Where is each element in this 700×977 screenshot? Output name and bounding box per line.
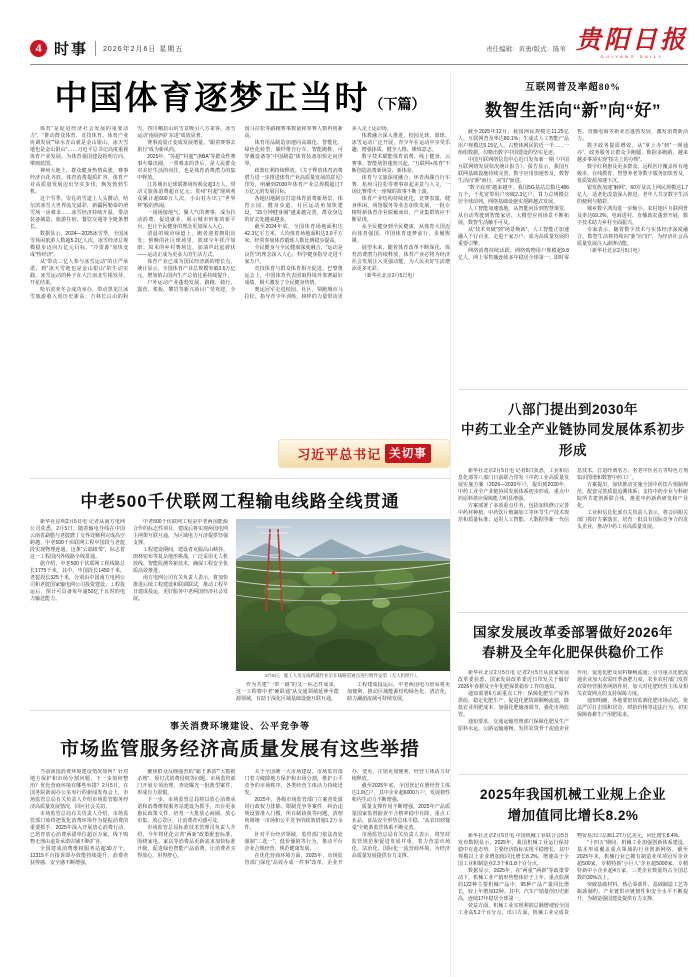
sports-headline-text: 中国体育逐梦正当时 — [54, 79, 370, 116]
paragraph: 方案提出，加快推动实施全国中药饮片炮制规范，配套完善质量追溯体系；支持中药企业与科研院所共建创新联合体，推进中药新药研发和产业化。 — [577, 481, 688, 509]
grid-body-left — [30, 519, 228, 703]
paragraph: 2025年，各级市场监管部门立案查处滥用行政权力排除、限制竞争等案件，纠治违规设置准入门槛、所有制歧视等问题，清理妨碍统一市场和公平竞争的政策措施1.2万余件。 — [244, 796, 343, 831]
header-right — [486, 28, 688, 59]
topic-banner-tag: 关切事 — [385, 444, 431, 463]
transmission-line-photo — [236, 519, 450, 671]
paragraph: 户外运动产业蓬勃发展，路跑、骑行、露营、桨板、攀岩等新兴项目广受欢迎，全国马拉松等路跑赛事数量和参赛人数再创新高。 — [137, 125, 343, 293]
paragraph: 数字政务提质增效。从“掌上办”到“一网通办”，政务服务让群众少跑腿、数据多跑路，越来越多事项实现“指尖上的办理”。 — [577, 143, 688, 163]
fertilizer-headline-line2: 春耕及全年化肥保供稳价工作 — [482, 645, 664, 660]
paragraph: 竞技体育与群众体育相互促进。巴黎奥运会上，中国体育代表团取得境外参赛最好成绩，极大激发了全民健身热情。 — [244, 265, 343, 286]
masthead-wrap — [576, 28, 688, 59]
paragraph: 从“技术突破”到“场景焕新”，人工智能正加速融入千行百业、走进千家万户，成为高质量发展的重要引擎。 — [458, 227, 569, 247]
paragraph: “数字底座”越来越牢。我国5G基站总数达486万个，千兆宽带用户突破2.3亿户，算力总规模位居全球前列，网络基础设施实现跨越式发展。 — [458, 185, 569, 205]
tcm-headline — [458, 400, 688, 461]
machinery-headline-line2: 增加值同比增长8.2% — [507, 807, 639, 823]
paragraph: 关于全国统一大市场建设，市场监管部门着力破除地方保护和市场分割，维护公平竞争的市场秩序，各类经营主体活力持续迸发。 — [244, 768, 343, 796]
grid-layout — [30, 519, 450, 704]
paragraph: 在优化营商环境方面，2025年，市场监管部门深化“高效办成一件事”改革，企业开办、变更、注销更加便利，经营主体活力持续释放。 — [244, 768, 450, 866]
paragraph: 政策红利持续释放。《关于释放体育消费潜力进一步推进体育产业高质量发展的意见》印发，明确到2030年体育产业总规模超过7万亿元的发展目标。 — [244, 167, 343, 195]
page-date: 2026年2月6日 星期五 — [103, 45, 184, 53]
sports-headline — [30, 79, 450, 117]
main-zone — [30, 71, 450, 977]
tcm-body — [458, 468, 688, 604]
paragraph: （新华社北京2月5日电） — [361, 272, 418, 279]
paragraph: 方案部署了多项重点任务，包括加快修订完善中药材种植、中药饮片炮制加工等环节生产技术规范和质量标准；运用人工智能、大数据等新一代信息技术，打造经典名方、名老中医名方等特色方剂知识图谱和数智中药工厂。 — [458, 467, 688, 523]
market-kicker: 事关消费环境建设、公平竞争等 — [169, 720, 310, 731]
header-divider — [95, 41, 96, 56]
article-market — [30, 711, 450, 977]
article-tcm — [458, 390, 688, 613]
paragraph: 聚焦群众反映强烈的“霸王条款”“大数据杀熟”、预付式消费侵权等问题，市场监管部门开展专项治理，查处曝光一批典型案件，形成有力震慑。 — [137, 768, 236, 796]
paragraph: 网络消费持续活跃。网络购物用户规模超9.8亿人，网上零售额连续多年稳居全球第一；即时零售、直播电商等新业态蓬勃发展，激发消费新活力。 — [458, 129, 688, 261]
grid-body-below — [236, 682, 450, 704]
tcm-headline-line2: 中药工业全产业链协同发展体系初步形成 — [461, 422, 685, 458]
paragraph: 数据显示，2025年，在“两重”“两新”等政策带动下，机械工业产销形势整体好于上年。重点监测的122种主要机械产品中，95种产品产量同比增长，较上年增加12种。其中，汽车产销量创历史新高，连续17年稳居全球第一。 — [458, 867, 569, 902]
digital-kicker: 互联网普及率超80% — [525, 83, 621, 93]
page-content — [30, 71, 688, 977]
machinery-headline — [458, 785, 688, 826]
sports-headline-suffix: （下篇） — [369, 96, 426, 112]
paragraph: 2025年，“苏超”“村超”“浙BA”等群众性赛事火爆出圈，一票难求的背后，是人民群众对美好生活的向往，也是体育消费潜力的集中释放。 — [137, 153, 236, 181]
page-header — [30, 28, 688, 65]
article-digital — [458, 71, 688, 390]
paragraph: 清晨的城市绿道上，跑者迎着朝阳出发；傍晚的社区球场里，篮球少年挥汗如雨；周末的乡村赛场边，加油声此起彼伏——运动正成为更多人的生活方式。 — [137, 230, 236, 258]
paragraph: 突破基础材料、核心零部件、基础制造工艺等瓶颈制约，产业链供应链韧性和安全水平不断提升，为制造强国建设提供有力支撑。 — [577, 881, 688, 902]
paragraph: 赛事流量正变成发展增量，“跟着赛事去旅行”成为新风尚。 — [137, 139, 236, 153]
paragraph: 数字红利惠及更多群众。远程医疗覆盖所有地级市，在线教育、智慧养老等数字服务加快普及，优质资源加速下沉。 — [577, 164, 688, 184]
paragraph: 展望未来，随着体育改革不断深化、体育消费潜力持续释放，体育产业必将为经济社会发展注入更强动能，为人民美好生活增添更多光彩。 — [351, 244, 450, 272]
paragraph: 截至2025年12月，我国网民规模达11.25亿人，互联网普及率达80.1%；生成式人工智能产品用户规模达5.15亿人，占整体网民的近一半……一组组数据，勾勒出数字中国建设的坚实足迹。 — [458, 129, 569, 156]
paragraph: 人工智能加速落地。从智能问诊到智慧课堂，从自动驾驶到智能家居，大模型应用场景不断拓展，数智生活触手可及。 — [458, 206, 569, 226]
paragraph: （新华社北京2月5日电） — [587, 248, 643, 254]
photo-caption: 2月5日，施工人员完成跨越作业后在线路贯通点进行附件安装（无人机照片）。 — [265, 672, 421, 678]
article-fertilizer — [458, 613, 688, 776]
market-headline: 市场监管服务经济高质量发展有这些举措 — [59, 738, 420, 760]
paragraph: 这个雪季，崇礼的雪道上人头攒动，哈尔滨冰雪大世界流光溢彩，新疆阿勒泰的滑雪场一房难求……冰雪经济持续升温，带动装备制造、旅游住宿、餐饮交通等全链条增长。 — [30, 195, 129, 230]
machinery-body — [458, 833, 688, 977]
market-body — [30, 769, 450, 977]
paragraph: 数字技术赋能体育消费，线上健身、云赛事、智能场馆蓬勃兴起，“互联网+体育”不断创造消费新场景、新体验。 — [351, 153, 450, 174]
paragraph: 工业和信息化部有关负责人表示，将会同相关部门抓好方案落实，培育一批具有国际竞争力的龙头企业，推动中药工业高质量发展。 — [577, 509, 688, 530]
paragraph: 市场监管总局有关负责人表示，将坚持监管规范和促进发展并重，着力营造市场化、法治化、国际化一流营商环境，为经济高质量发展提供有力支撑。 — [351, 831, 450, 859]
paragraph: 体育与文旅深度融合，环青海湖自行车赛、杭州马拉松等赛事串起美景与人文，一场比赛带火一座城的故事不断上演。 — [351, 174, 450, 195]
paragraph: 截至2025年底，全国登记在册经营主体达1.9亿户，其中企业超6000万户，发展韧性和内生动力不断增强。 — [351, 782, 450, 803]
paragraph: 通知明确，各地要密切监测化肥市场动态，依法严厉打击囤积居奇、哄抬价格等违法行为，切实保障春耕生产用肥需求。 — [577, 698, 688, 719]
fertilizer-body — [458, 670, 688, 766]
paragraph: 神州大地上，群众健身热情高涨，赛事经济百花齐放，体育消费提质扩容，体育产业高质量发展迈出坚实步伐，焕发勃勃生机。 — [30, 167, 129, 195]
paragraph: “十四五”期间，机械工业加强创新体系建设，基本形成覆盖重点领域的行业创新网络。截至2025年末，机械行业已拥有制造业单项冠军企业超500家，专精特新“小巨人”企业超5000家，专精特新中小企业超4万家，三类企业数量均占全国总数的30%以上。 — [577, 839, 688, 881]
paragraph: 各地因地制宜打造体育消费新场景，体育公园、健身步道、社区运动角加快建设，“15分钟健身圈”越来越完善，群众身边的好去处越来越多。 — [244, 195, 343, 223]
page-number-badge: 4 — [30, 40, 47, 57]
paragraph: 通知要求，交通运输管理部门保障化肥及生产原料水运、公路运输通畅，发挥农资骨干流通企业作用，促进化肥及原料顺畅流通；引导重点化肥流通企业加大农需旺季备肥力度，农业农村部门发挥农资经营服务网络作用，加大对化肥经营主体及相关农资网点的支持保障力度。 — [458, 670, 688, 733]
article-grid — [30, 479, 450, 711]
paragraph: 全国建成消费维权服务站超30万个，12315平台接诉即办效能持续提升，消费者获得感、安全感不断增强。 — [30, 845, 129, 866]
paragraph: 体育用品制造加速向高端化、智能化、绿色化转型，碳纤维自行车、智能跑鞋、可穿戴设备等“中国制造”体育装备加快走向世界。 — [244, 139, 343, 167]
paragraph: 哈尔滨亚冬会成功举办，带动黑龙江冰雪旅游收入创历史新高；吉林长白山的粉雪、四川峨眉山的雪景吸引八方来客，冰雪运动“南展西扩东进”成效显著。 — [30, 125, 236, 300]
paragraph: 截至2024年底，全国体育场地面积达42.3亿平方米，人均体育场地面积达3.0平方米，经常参加体育锻炼人数比例稳步提高。 — [244, 223, 343, 244]
right-zone — [450, 71, 688, 977]
paragraph: 新华社昆明2月5日电 记者从南方电网公司获悉，2月5日，随着输电导线在中国云南省勐腊与老挝磨丁交界处顺利完成高空跨越，中老500千伏联网工程中国段与老挝段实现物理连通。这条“云端纽带”，标志着这一工程国内外线路全线贯通。 — [30, 518, 126, 560]
paragraph: 银发族加速“触网”。60岁及以上网民规模达1.7亿人，适老化改造深入推进，老年人共享数字生活的便利与精彩。 — [577, 185, 688, 205]
paragraph: 数据显示，2024—2025冰雪季，全国冰雪休闲旅游人数超5.2亿人次，冰雪经济总规模稳步迈向万亿元目标，“冷资源”加快变成“热经济”。 — [30, 230, 129, 258]
editor-line: 责任编辑：黄勇/版式：陈苇 — [486, 46, 566, 53]
paragraph: 奥运冠军走进校园、社区，领跑城市马拉松、指导青少年训练，榜样的力量带动更多人走上运动场。 — [244, 125, 392, 300]
grid-headline: 中老500千伏联网工程输电线路全线贯通 — [80, 491, 400, 511]
grid-right — [236, 519, 450, 704]
paragraph: 体育产业结构持续优化，竞赛表演、健身休闲、场馆服务等业态加快发展，一批专精特新体育企业脱颖而出，产业集群效应不断显现。 — [351, 195, 450, 223]
sports-body — [30, 126, 450, 472]
machinery-headline-line1: 2025年我国机械工业规上企业 — [479, 787, 667, 803]
header-left — [30, 38, 183, 59]
paragraph: 新华社北京2月5日电 记者5日获悉，工业和信息化部等八部门日前联合印发《中药工业高质量发展实施方案（2026—2030年）》，提出到2030年，中药工业全产业链协同发展体系初步形成，重点中药原料供应保障能力明显增强。 — [458, 467, 569, 502]
paragraph: 新华社北京2月5日电 中国机械工业联合会5日发布数据显示，2025年，我国机械工业运行保持稳中有进态势，主要经济指标实现平稳增长，其中规模以上企业增加值同比增长8.2%，增速高于全国工业和制造业2.3个和1.8个百分点。 — [458, 832, 569, 867]
article-sports — [30, 79, 450, 479]
paragraph: 质量支撑作用不断增强。2025年产品质量国家监督抽查不合格率稳中有降，重点工业品、食品安全形势总体平稳，“从农田到餐桌”全链条监管体系不断完善。 — [351, 803, 450, 831]
topic-banner — [278, 439, 450, 468]
paragraph: 通知部署6方面重点工作：保障化肥生产原料供给，稳定化肥生产，促进化肥资源顺畅流通，降低农业用肥成本，加强化肥储备调节，强化市场监管。 — [458, 691, 569, 719]
paragraph: 市场监管总局有关负责人介绍，市场监管部门始终把优化消费环境作为提振消费的重要抓手，2025年深入开展放心消费行动，已培育放心消费承诺单位超百万家，线下购物无理由退货承诺店铺不断扩容。 — [30, 810, 129, 845]
paragraph: 专家表示，随着数字技术与实体经济深度融合，数智生活将持续向“新”向“好”，为经济社会高质量发展注入澎湃动能。 — [577, 227, 688, 247]
paragraph: 作为共建“一带一路”的又一标志性成果，这一工程将中老“硬联通”从交通领域延伸至能源领域，有助于深化区域基础设施互联互通。 — [236, 681, 339, 702]
paragraph: 从全民健身到全民健康，从体育大国迈向体育强国，中国体育逐梦前行、步履铿锵。 — [351, 223, 450, 244]
paragraph: 南方电网公司有关负责人表示，将加快推进后续工程建设和联调联试，推动工程早日建成投运，更好服务中老两国经济社会发展。 — [133, 574, 228, 602]
fertilizer-headline-line1: 国家发展改革委部署做好2026年 — [472, 624, 674, 640]
paragraph: 中国互联网络信息中心近日发布新一期《中国互联网络发展状况统计报告》。报告显示，我国互联网基础设施持续完善，数字应用加速普及，数智生活向“新”而行、向“好”而进。 — [458, 157, 569, 184]
digital-body — [458, 129, 688, 381]
paragraph: 体育“是促进经济社会发展的重要动力”，“推动群众体育、竞技体育、体育产业协调发展”“绿水青山就是金山银山、冰天雪地也是金山银山”……习近平总书记高度重视体育产业发展，为体育强国建设指明方向、擘画蓝图。 — [30, 125, 129, 167]
paragraph: 体教融合深入推进，校园足球、篮球、冰雪运动广泛开展，青少年在运动中享受乐趣、增强体质、健全人格、锤炼意志。 — [351, 132, 450, 153]
digital-headline: 数智生活向“新”向“好” — [485, 101, 661, 120]
paragraph: 中老500千伏联网工程是中老两国能源合作的标志性项目，建成后将实现两国电网主网架互联互通，为区域电力互济提供坚强支撑。 — [133, 518, 228, 546]
paragraph: 从“带动三亿人参与冰雪运动”的庄严承诺，到“冰天雪地也是金山银山”的生动实践，冰雪运动的种子在大江南北生根发芽、开花结果。 — [30, 258, 129, 286]
paragraph: 新华社北京2月5日电 记者2月5日从国家发展改革委获悉，国家发展改革委近日印发关于做好2026年春耕及全年化肥保供稳价工作的通知。 — [458, 670, 569, 691]
paragraph: 当前我国消费环境建设情况如何？针对地方保护和市场分割问题，下一步如何整治？优化营商环境有哪些举措？2月5日，在国务院新闻办公室举行的新闻发布会上，市场监管总局有关负责人介绍市场监管服务经济高质量发展情况，回应社会关切。 — [30, 768, 129, 810]
paragraph: 下一步，市场监管总局将以放心消费承诺和消费维权服务站建设为抓手，出台更多惠民政策文件，培育一大批放心商圈、放心市集、放心景区，让消费者可感可及。 — [137, 796, 236, 824]
paragraph: 工程建成投运后，中老两国电力贸易将更加便利，推动区域能源结构绿色化、清洁化，助力澜湄流域可持续发展。 — [347, 681, 450, 702]
paragraph: 据介绍，中老500千伏联网工程线路总长1775千米，其中，中国段长1450千米，老挝段长325千米，分别由中国南方电网公司和老挝国家输电网公司投资建设。工程投运后，预计可具备每年逾50亿千瓦时的电力输送能力。 — [30, 560, 126, 602]
fertilizer-headline — [458, 623, 688, 664]
masthead-logo: 贵阳日报 — [575, 27, 688, 54]
tcm-headline-line1: 八部门提出到2030年 — [507, 402, 639, 417]
paragraph: 市场监管总局标准技术管理司负责人介绍，今年将优化完善“两新”政策配套标准，围绕家电、家具等消费品更新需求加快标准升级，促进绿色智能产品消费，让消费者买得放心、用得舒心。 — [137, 824, 236, 859]
paragraph: 一场场接地气、聚人气的赛事，成为拉动消费、促进就业、展示城市形象的新平台，也让全民健身的理念更加深入人心。 — [137, 209, 236, 230]
paragraph: 针对平台经济领域，监管部门依法查处强制“二选一”、低价倾销等行为，推动平台企业合规经营、规范健康发展。 — [244, 831, 343, 852]
paragraph: 江苏城市足球联赛场均观众超3万人，带动文旅体消费超百亿元；贵州“村超”现场观众累计超600万人次，小山村办出了“世界杯”般的热闹。 — [137, 181, 236, 209]
paragraph: 工程建设期间，建设者克服高山峡谷、雨林密布等复杂地形挑战，广泛采用无人机放线、智能监测等新技术，确保工程安全优质高效推进。 — [133, 546, 228, 574]
paragraph: 全民健身与全民健康深度融合，“运动是良医”的理念深入人心，科学健身指导走进千家万户。 — [244, 244, 343, 265]
paragraph: 效益方面，机械工业实现利润总额增速较全国工业高5.2个百分点。出口方面，机械工业完成货物贸易出口总额1.27万亿美元，同比增长8.4%。 — [458, 832, 684, 916]
section-title: 时事 — [54, 41, 89, 58]
topic-banner-prefix: 习近平总书记 — [297, 446, 382, 462]
masthead-subtitle: GUIYANG DAILY — [600, 54, 664, 59]
paragraph: 体育产业已成为国民经济新的增长点。统计显示，全国体育产业总规模突破3.6万亿元，增加值占国内生产总值比重持续提升。 — [137, 258, 236, 279]
article-machinery — [458, 775, 688, 977]
paragraph: 城乡数字鸿沟进一步缩小。农村地区互联网普及率达69.2%，电商进村、直播助农蓬勃开展，数字技术助力乡村全面振兴。 — [577, 206, 688, 226]
